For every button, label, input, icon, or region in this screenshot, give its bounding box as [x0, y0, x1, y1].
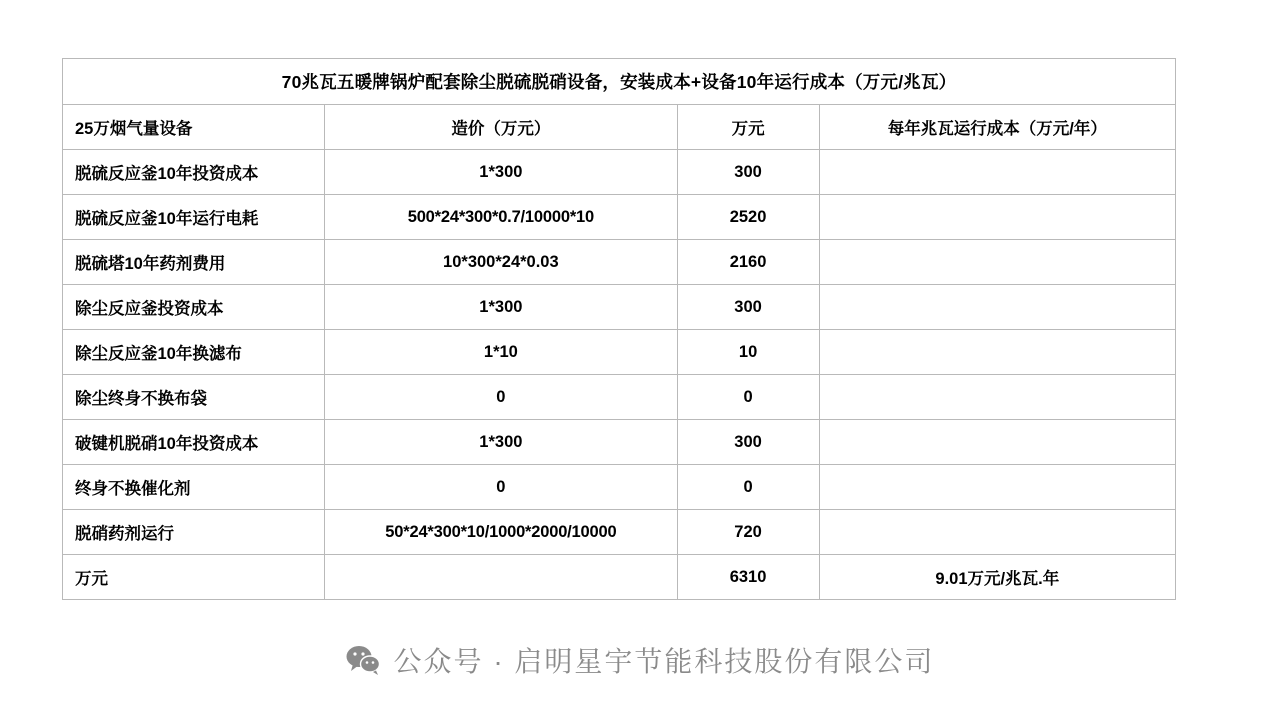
- cost-table-container: [62, 58, 1176, 600]
- total-amount: 6310: [677, 555, 819, 600]
- table-row: [63, 195, 1176, 240]
- row-annual: [819, 465, 1175, 510]
- row-annual: [819, 330, 1175, 375]
- row-amount: 0: [677, 375, 819, 420]
- table-row: [63, 150, 1176, 195]
- row-annual: [819, 375, 1175, 420]
- table-total-row: [63, 555, 1176, 600]
- row-annual: [819, 150, 1175, 195]
- table-title: 70兆瓦五暖牌锅炉配套除尘脱硫脱硝设备，安装成本+设备10年运行成本（万元/兆瓦）: [63, 59, 1176, 105]
- row-annual: [819, 510, 1175, 555]
- table-title-row: [63, 59, 1176, 105]
- cost-table: [62, 58, 1176, 600]
- table-row: [63, 465, 1176, 510]
- row-amount: 720: [677, 510, 819, 555]
- row-annual: [819, 195, 1175, 240]
- row-amount: 2160: [677, 240, 819, 285]
- row-label: 脱硫反应釜10年运行电耗: [63, 195, 325, 240]
- row-calc: 50*24*300*10/1000*2000/10000: [325, 510, 677, 555]
- row-label: 脱硫反应釜10年投资成本: [63, 150, 325, 195]
- footer-watermark: [0, 640, 1280, 680]
- row-calc: 0: [325, 375, 677, 420]
- wechat-icon: [346, 645, 380, 675]
- row-amount: 300: [677, 150, 819, 195]
- table-row: [63, 375, 1176, 420]
- row-label: 脱硫塔10年药剂费用: [63, 240, 325, 285]
- row-calc: 500*24*300*0.7/10000*10: [325, 195, 677, 240]
- table-row: [63, 285, 1176, 330]
- row-label: 破键机脱硝10年投资成本: [63, 420, 325, 465]
- column-header-calc: 造价（万元）: [325, 105, 677, 150]
- total-label: 万元: [63, 555, 325, 600]
- row-label: 终身不换催化剂: [63, 465, 325, 510]
- total-annual: 9.01万元/兆瓦.年: [819, 555, 1175, 600]
- row-amount: 0: [677, 465, 819, 510]
- row-label: 除尘反应釜10年换滤布: [63, 330, 325, 375]
- table-header-row: [63, 105, 1176, 150]
- table-row: [63, 420, 1176, 465]
- row-calc: 1*300: [325, 420, 677, 465]
- row-label: 除尘终身不换布袋: [63, 375, 325, 420]
- row-amount: 2520: [677, 195, 819, 240]
- table-row: [63, 240, 1176, 285]
- table-row: [63, 510, 1176, 555]
- row-annual: [819, 240, 1175, 285]
- row-annual: [819, 420, 1175, 465]
- row-amount: 300: [677, 420, 819, 465]
- column-header-label: 25万烟气量设备: [63, 105, 325, 150]
- row-amount: 10: [677, 330, 819, 375]
- column-header-amount: 万元: [677, 105, 819, 150]
- total-calc: [325, 555, 677, 600]
- row-annual: [819, 285, 1175, 330]
- table-row: [63, 330, 1176, 375]
- row-calc: 0: [325, 465, 677, 510]
- row-calc: 1*300: [325, 285, 677, 330]
- row-calc: 1*300: [325, 150, 677, 195]
- footer-text: 公众号 · 启明星宇节能科技股份有限公司: [393, 646, 935, 677]
- row-amount: 300: [677, 285, 819, 330]
- row-label: 除尘反应釜投资成本: [63, 285, 325, 330]
- row-label: 脱硝药剂运行: [63, 510, 325, 555]
- row-calc: 1*10: [325, 330, 677, 375]
- column-header-annual: 每年兆瓦运行成本（万元/年）: [819, 105, 1175, 150]
- row-calc: 10*300*24*0.03: [325, 240, 677, 285]
